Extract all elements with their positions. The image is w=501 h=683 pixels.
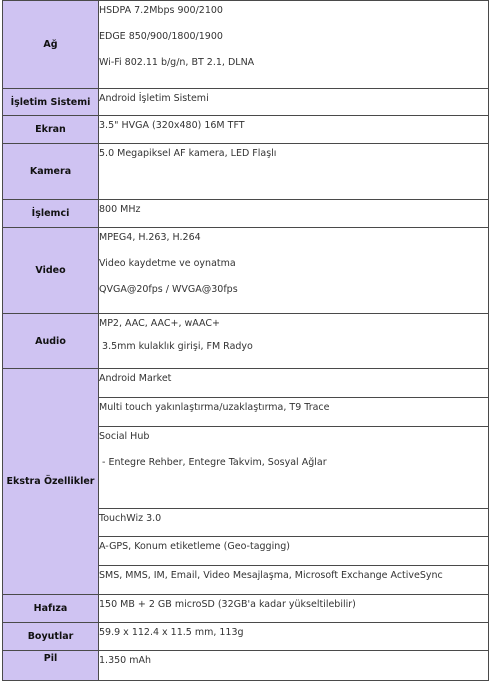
- spec-value-line: MP2, AAC, AAC+, wAAC+: [99, 318, 220, 329]
- spec-value-line: 59.9 x 112.4 x 11.5 mm, 113g: [99, 627, 244, 638]
- spec-value-line: - Entegre Rehber, Entegre Takvim, Sosyal Ağlar: [99, 457, 327, 468]
- spec-value: [99, 623, 489, 651]
- spec-value: [99, 144, 489, 200]
- spec-value-line: Wi-Fi 802.11 b/g/n, BT 2.1, DLNA: [99, 57, 255, 68]
- spec-row-battery: [3, 651, 489, 681]
- spec-label: Audio: [3, 314, 99, 369]
- spec-value-line: Android Market: [99, 373, 172, 384]
- spec-value-line: A-GPS, Konum etiketleme (Geo-tagging): [99, 541, 290, 552]
- spec-label: Ekran: [3, 116, 99, 144]
- spec-value-line: Android İşletim Sistemi: [99, 93, 209, 104]
- spec-value: [99, 314, 489, 369]
- spec-row-os: [3, 89, 489, 116]
- spec-value: [99, 1, 489, 89]
- spec-row-camera: [3, 144, 489, 200]
- spec-row-dimensions: [3, 623, 489, 651]
- spec-value-line: 150 MB + 2 GB microSD (32GB'a kadar yükseltilebilir): [99, 599, 356, 610]
- spec-row-audio: [3, 314, 489, 369]
- spec-value-line: 3.5" HVGA (320x480) 16M TFT: [99, 120, 245, 131]
- spec-row-video: [3, 228, 489, 314]
- spec-label: Video: [3, 228, 99, 314]
- spec-label: İşletim Sistemi: [3, 89, 99, 116]
- spec-label: Ekstra Özellikler: [3, 369, 99, 595]
- spec-row-screen: [3, 116, 489, 144]
- spec-label: Hafıza: [3, 595, 99, 623]
- spec-label: İşlemci: [3, 200, 99, 228]
- spec-value-line: Social Hub: [99, 431, 150, 442]
- spec-value-line: TouchWiz 3.0: [99, 513, 162, 524]
- spec-value-line: HSDPA 7.2Mbps 900/2100: [99, 5, 223, 16]
- spec-value-line: 5.0 Megapiksel AF kamera, LED Flaşlı: [99, 148, 277, 159]
- spec-row-memory: [3, 595, 489, 623]
- spec-value: [99, 566, 489, 595]
- spec-value: [99, 89, 489, 116]
- spec-value-line: 3.5mm kulaklık girişi, FM Radyo: [99, 341, 253, 352]
- spec-label: Boyutlar: [3, 623, 99, 651]
- spec-value: [99, 398, 489, 427]
- spec-value: [99, 509, 489, 537]
- spec-label: Kamera: [3, 144, 99, 200]
- spec-row-network: [3, 1, 489, 89]
- spec-value: [99, 427, 489, 509]
- spec-value: [99, 228, 489, 314]
- spec-value: [99, 369, 489, 398]
- spec-value-line: 1.350 mAh: [99, 655, 151, 666]
- spec-value-line: 800 MHz: [99, 204, 141, 215]
- spec-value-line: Video kaydetme ve oynatma: [99, 258, 236, 269]
- spec-value: [99, 200, 489, 228]
- spec-label: Ağ: [3, 1, 99, 89]
- spec-value: [99, 116, 489, 144]
- spec-value: [99, 537, 489, 566]
- spec-row-extras: [3, 369, 489, 398]
- spec-value: [99, 651, 489, 681]
- spec-value: [99, 595, 489, 623]
- spec-row-processor: [3, 200, 489, 228]
- spec-label: Pil: [3, 651, 99, 681]
- spec-value-line: MPEG4, H.263, H.264: [99, 232, 201, 243]
- spec-value-line: QVGA@20fps / WVGA@30fps: [99, 284, 238, 295]
- spec-value-line: SMS, MMS, IM, Email, Video Mesajlaşma, Microsoft Exchange ActiveSync: [99, 570, 443, 581]
- spec-value-line: Multi touch yakınlaştırma/uzaklaştırma, T9 Trace: [99, 402, 330, 413]
- spec-value-line: EDGE 850/900/1800/1900: [99, 31, 223, 42]
- spec-table: [2, 0, 489, 681]
